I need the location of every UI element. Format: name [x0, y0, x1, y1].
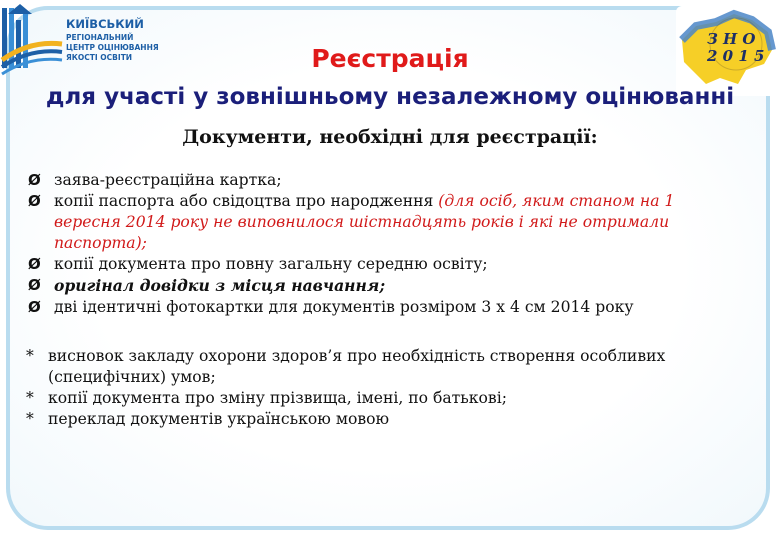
list-item	[28, 275, 763, 297]
logo-line-1: КИЇВСЬКИЙ	[66, 17, 144, 31]
page-title: Реєстрація	[311, 44, 469, 73]
list-item	[26, 346, 771, 388]
arrow-bullet-icon: Ø	[28, 298, 41, 316]
logo-line-3: ЦЕНТР ОЦІНЮВАННЯ	[66, 43, 159, 52]
arrow-bullet-icon: Ø	[28, 276, 41, 294]
requirement-text: оригінал довідки з місця навчання;	[54, 276, 386, 295]
logo-line-4: ЯКОСТІ ОСВІТИ	[66, 53, 133, 62]
badge-line-1: З Н О	[707, 30, 756, 48]
list-item	[28, 170, 763, 191]
arrow-bullet-icon: Ø	[28, 255, 41, 273]
list-item	[26, 409, 771, 430]
asterisk-bullet: *	[26, 389, 34, 407]
arrow-bullet-icon: Ø	[28, 192, 41, 210]
extra-text: копії документа про зміну прізвища, імені, по батькові;	[48, 389, 507, 407]
extra-text-continuation: (специфічних) умов;	[48, 368, 216, 386]
requirement-note-end: паспорта);	[54, 234, 147, 252]
requirement-text: дві ідентичні фотокартки для документів розміром 3 х 4 см 2014 року	[54, 298, 634, 316]
documents-heading: Документи, необхідні для реєстрації:	[182, 126, 598, 148]
requirement-text: копії документа про повну загальну середню освіту;	[54, 255, 488, 273]
requirement-text: заява-реєстраційна картка;	[54, 171, 282, 189]
list-item	[26, 388, 771, 409]
requirement-text: копії паспорта або свідоцтва про народження	[54, 192, 439, 210]
page-subtitle: для участі у зовнішньому незалежному оцінюванні	[45, 84, 735, 110]
requirements-list	[28, 170, 763, 318]
extra-text: переклад документів українською мовою	[48, 410, 390, 428]
requirement-note-continuation: вересня 2014 року не виповнилося шістнадцять років і які не отримали	[54, 213, 670, 231]
arrow-bullet-icon: Ø	[28, 171, 41, 189]
list-item	[28, 254, 763, 275]
requirement-note: (для осіб, яким станом на 1	[438, 192, 675, 210]
extra-text: висновок закладу охорони здоров’я про необхідність створення особливих	[48, 347, 666, 365]
list-item	[28, 191, 763, 254]
asterisk-bullet: *	[26, 410, 34, 428]
additional-documents-list	[26, 346, 771, 430]
list-item	[28, 297, 763, 318]
asterisk-bullet: *	[26, 347, 34, 365]
badge-line-2: 2 0 1 5	[707, 47, 765, 65]
logo-line-2: РЕГІОНАЛЬНИЙ	[66, 33, 134, 42]
